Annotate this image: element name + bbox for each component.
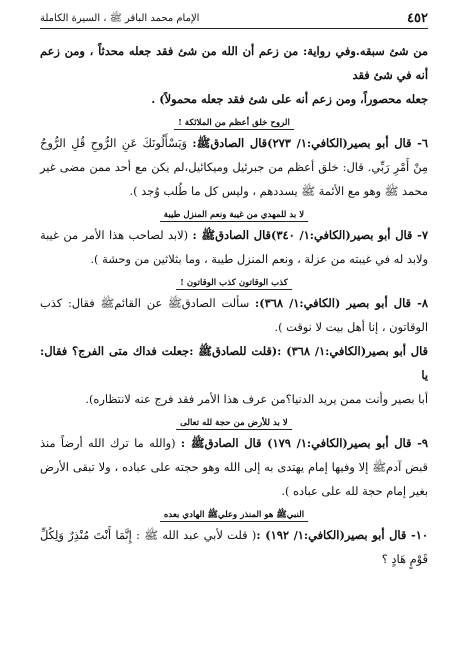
narration-text: أبا بصير وأنت ممن يريد الدنيا؟من عرف هذا الأمر فقد فرج عنه لانتظاره). bbox=[85, 392, 428, 406]
running-title: الإمام محمد الباقر ﷺ ، السيرة الكاملة bbox=[40, 13, 200, 24]
narration-8 bbox=[40, 291, 428, 339]
narration-7 bbox=[40, 223, 428, 271]
narration-lead: ١٠- قال أبو بصير(الكافي:١/ ١٩٢) : bbox=[256, 528, 428, 542]
narration-text: (لابد لصاحب هذا الأمر من غيبة ولابد له في غيبته من عزلة ، ونعم المنزل طيبة ، وما بثلاثين من وحشة ). bbox=[40, 228, 428, 266]
intro-paragraph bbox=[40, 39, 428, 111]
section-heading: الروح خلق أعظم من الملائكة ! bbox=[40, 117, 428, 129]
narration-10 bbox=[40, 523, 428, 571]
narration-9 bbox=[40, 431, 428, 503]
narration-lead: ٩- قال أبو بصير(الكافي:١/ ١٧٩) قال الصادقﷺ : bbox=[180, 436, 428, 450]
section-heading: النبيﷺ هو المنذر وعليﷺ الهادي بعده bbox=[40, 509, 428, 521]
narration-text: وَيَسْأَلُونَكَ عَنِ الرُّوحِ قُلِ الرُّوحُ مِنْ أَمْرِ رَبِّي. قال: خلق أعظم من جبرئيل وميكائيل،لم يكن مع أحد ممن مضى غير محمد ﷺ وهو مع الأئمة ﷺ يسددهم ، وليس كل ما طُلب وُجد ). bbox=[40, 136, 428, 198]
section-heading: لا بد للأرض من حجة لله تعالى bbox=[40, 417, 428, 429]
narration-lead: قال أبو بصير(الكافي:١/ ٣٦٨) :(قلت للصادقﷺ :جعلت فداك متى الفرج؟ فقال: يا bbox=[40, 344, 428, 382]
page-number: ٤٥٢ bbox=[407, 11, 428, 26]
section-heading: لا بد للمهدي من غيبة ونعم المنزل طيبة bbox=[40, 209, 428, 221]
narration-lead: ٧- قال أبو بصير(الكافي:١/ ٣٤٠)قال الصادقﷺ : bbox=[192, 228, 428, 242]
narration-lead: ٦- قال أبو بصير(الكافي:١/ ٢٧٣)قال الصادقﷺ: bbox=[192, 136, 428, 150]
narration-text: ( قلت لأبي عبد الله ﷺ : إِنَّمَا أَنْتَ مُنْذِرٌ وَلِكُلِّ قَوْمٍ هَادٍ ؟ bbox=[40, 528, 428, 566]
intro-line-1: من شئ سبقه.وفي رواية: من زعم أن الله من شئ فقد جعله محدثاً ، ومن زعم أنه في شئ فقد bbox=[40, 44, 428, 82]
narration-6 bbox=[40, 131, 428, 203]
narration-8b bbox=[40, 339, 428, 411]
running-header bbox=[40, 12, 428, 29]
narration-text: (والله ما ترك الله أرضاً منذ قبض آدمﷺ إلا وفيها إمام يهتدى به إلى الله وهو حجته على عباده ، ولا تبقى الأرض بغير إمام حجة لله على عباده ). bbox=[40, 436, 428, 498]
intro-line-2: جعله محصوراً، ومن زعم أنه على شئ فقد جعله محمولاً) . bbox=[151, 92, 428, 106]
narration-lead: ٨- قال أبو بصير (الكافي:١/ ٣٦٨): bbox=[254, 296, 429, 310]
narration-text: سألت الصادقﷺ عن القائمﷺ فقال: كذب الوقاتون ، إنا أهل بيت لا نوقت ). bbox=[40, 296, 428, 334]
section-heading: كذب الوقاتون كذب الوقاتون ! bbox=[40, 277, 428, 289]
